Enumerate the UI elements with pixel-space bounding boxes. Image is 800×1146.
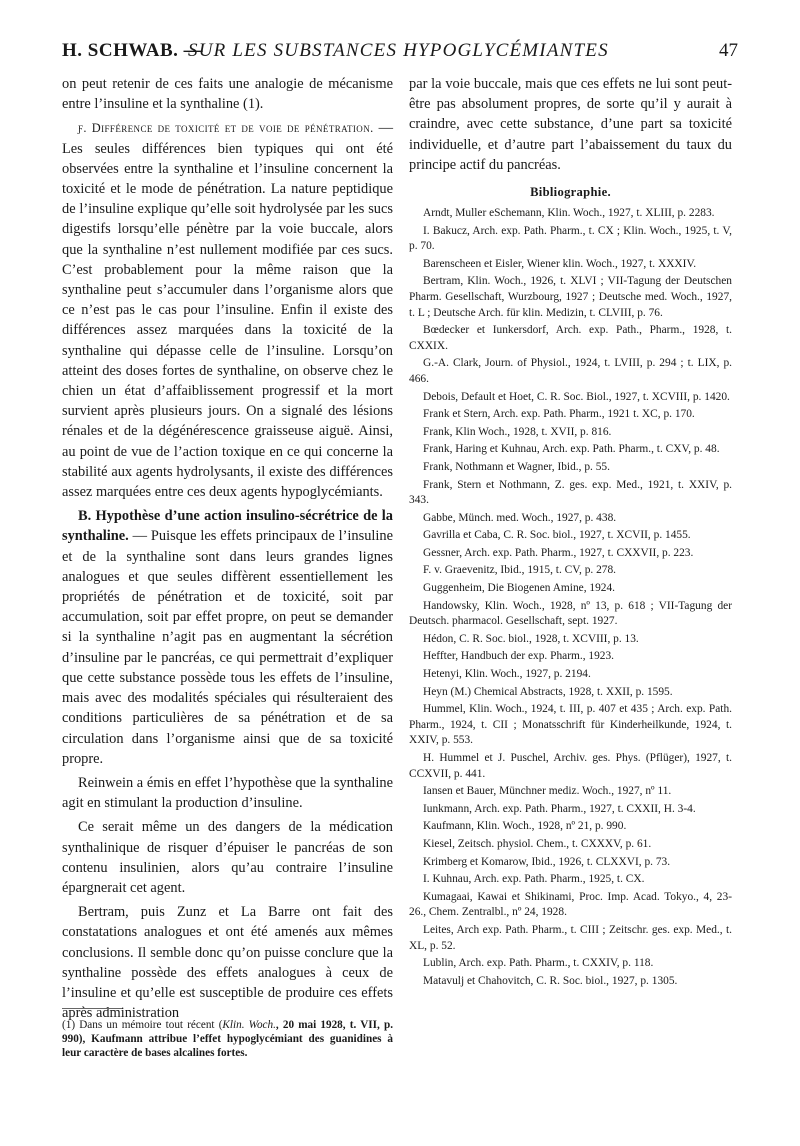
header-title: SUR LES SUBSTANCES HYPOGLYCÉMIANTES	[188, 40, 609, 61]
section-label: ƒ. Différence de toxicité et de voie de pénétration.	[78, 121, 374, 136]
paragraph-hypothesis	[62, 506, 393, 769]
bibliography-entry: Hetenyi, Klin. Woch., 1927, p. 2194.	[423, 668, 591, 681]
bibliography-entry: I. Kuhnau, Arch. exp. Path. Pharm., 1925, t. CX.	[423, 873, 645, 886]
bibliography-entry: Leites, Arch exp. Path. Pharm., t. CIII ; Zeitschr. ges. exp. Med., t. XL, p. 52.	[409, 923, 732, 952]
bibliography-entry: Bœdecker et Iunkersdorf, Arch. exp. Path., Pharm., 1928, t. CXXIX.	[409, 324, 732, 352]
page-number: 47	[719, 40, 738, 61]
bibliography-title: Bibliographie.	[530, 185, 611, 200]
bibliography-entry: Kumagaai, Kawai et Shikinami, Proc. Imp. Acad. Tokyo., 4, 23-26., Chem. Zentralbl., nº 24, 1928.	[409, 890, 732, 919]
bibliography-entry: Debois, Default et Hoet, C. R. Soc. Biol., 1927, t. XCVIII, p. 1420.	[423, 390, 730, 403]
bibliography-entry: Gabbe, Münch. med. Woch., 1927, p. 438.	[423, 511, 617, 524]
bibliography-entry: Gavrilla et Caba, C. R. Soc. biol., 1927, t. XCVII, p. 1455.	[423, 529, 691, 542]
section-heading: B. Hypothèse d’une action insulino-sécrétrice de la synthaline.	[62, 508, 393, 545]
bibliography-entry: Hédon, C. R. Soc. biol., 1928, t. XCVIII, p. 13.	[423, 632, 639, 645]
bibliography-entry: Lublin, Arch. exp. Path. Pharm., t. CXXIV, p. 118.	[423, 957, 654, 970]
bibliography-entry: Frank, Haring et Kuhnau, Arch. exp. Path. Pharm., t. CXV, p. 48.	[423, 443, 720, 456]
footnote-text-rest: , 20 mai 1928, t. VII, p. 990), Kaufmann attribue l’effet hypoglycémiant des guanidines à leur caractère de bases alcalines fortes.	[62, 1019, 393, 1060]
bibliography-entry: Kaufmann, Klin. Woch., 1928, nº 21, p. 990.	[423, 820, 627, 833]
bibliography-entry: Barenscheen et Eisler, Wiener klin. Woch., 1927, t. XXXIV.	[423, 257, 697, 270]
bibliography-list	[409, 206, 732, 989]
bibliography-entry: Gessner, Arch. exp. Path. Pharm., 1927, t. CXXVII, p. 223.	[423, 546, 694, 559]
bibliography-entry: Krimberg et Komarow, Ibid., 1926, t. CLXXVI, p. 73.	[423, 855, 671, 868]
paragraph-text: — Les seules différences bien typiques qui ont été observées entre la synthaline et l’insuline concernent la toxicité et le mode de pénétration. La nature peptidique de l’insuline explique qu’elle soit hydrolysée par les sucs digestifs lorsqu’elle pénètre par la voie buccale, alors que la synthaline n’est nullement modifiée par ces sucs. C’est probablement pour la même raison que la synthaline peut s’accumuler dans l’organisme alors que ce n’est pas le cas pour l’insuline. Enfin il existe des différences assez marquées dans la toxicité de la synthaline qui dépasse celle de l’insuline. Lorsqu’on atteint des doses fortes de synthaline, on observe chez le chien un état d’affaiblissement progressif et la mort survient après plusieurs jours. On a signalé des lésions rénales et de la dégénérescence graisseuse aiguë. Ainsi, au point de vue de l’action toxique en ce qui concerne la stabilité aux agents hydrolysants, il existe des différences assez marquées entre ces deux agents hypoglycémiants.	[62, 120, 393, 501]
footnote-rule	[62, 1008, 122, 1009]
bibliography-entry: Frank, Stern et Nothmann, Z. ges. exp. Med., 1921, t. XXIV, p. 343.	[409, 478, 732, 507]
paragraph: Reinwein a émis en effet l’hypothèse que la synthaline agit en stimulant la production d’insuline.	[62, 774, 393, 812]
bibliography-entry: F. v. Graevenitz, Ibid., 1915, t. CV, p. 278.	[423, 564, 617, 577]
bibliography-entry: I. Bakucz, Arch. exp. Path. Pharm., t. CX ; Klin. Woch., 1925, t. V, p. 70.	[409, 224, 732, 253]
bibliography-entry: G.-A. Clark, Journ. of Physiol., 1924, t. LVIII, p. 294 ; t. LIX, p. 466.	[409, 357, 732, 385]
bibliography-entry: Frank et Stern, Arch. exp. Path. Pharm., 1921 t. XC, p. 170.	[423, 408, 695, 421]
paragraph-text: — Puisque les effets principaux de l’insuline et de la synthaline sont dans leurs grandes lignes analogues et que seules diffèrent essentiellement les propriétés de pénétration et de toxicité, soit par accumulation, soit par effet propre, on peut se demander si la synthaline n’agit pas en augmentant la sécrétion d’insuline par le pancréas, ce qui permettrait d’expliquer que cette substance possède tous les effets de l’insuline, mais avec des modalités spéciales qui résulteraient des conditions particulières de sa pénétration et de sa circulation dans l’organisme ainsi que de sa toxicité propre.	[62, 528, 393, 767]
bibliography-entry: Iunkmann, Arch. exp. Path. Pharm., 1927, t. CXXII, H. 3-4.	[423, 802, 696, 815]
footnote-journal: Klin. Woch.	[222, 1019, 276, 1031]
bibliography-entry: Heyn (M.) Chemical Abstracts, 1928, t. XXII, p. 1595.	[423, 685, 673, 698]
paragraph: Ce serait même un des dangers de la médication synthalinique de risquer d’épuiser le pancréas de son contenu insulinien, alors qu’au contraire l’insuline épargnerait cet agent.	[62, 819, 393, 896]
left-column	[62, 74, 393, 1027]
bibliography-entry: Frank, Nothmann et Wagner, Ibid., p. 55.	[423, 460, 610, 473]
bibliography-entry: Heffter, Handbuch der exp. Pharm., 1923.	[423, 650, 615, 663]
paragraph-toxicity	[62, 118, 393, 502]
right-column	[409, 74, 732, 991]
bibliography-entry: H. Hummel et J. Puschel, Archiv. ges. Phys. (Pflüger), 1927, t. CCXVII, p. 441.	[409, 752, 732, 780]
bibliography-entry: Hummel, Klin. Woch., 1924, t. III, p. 407 et 435 ; Arch. exp. Path. Pharm., 1924, t. CII ; Monatsschrift für Kinderheilkunde, 1924, t. XXIV, p. 553.	[409, 703, 732, 747]
paragraph: par la voie buccale, mais que ces effets ne lui sont peut-être pas absolument propres, de sorte qu’il y aurait à craindre, avec cette substance, d’une part sa toxicité individuelle, et d’autre part l’abaissement du taux du principe actif du pancréas.	[409, 76, 732, 173]
bibliography-entry: Bertram, Klin. Woch., 1926, t. XLVI ; VII-Tagung der Deutschen Pharm. Gesellschaft, Wurzbourg, 1927 ; Deutsche med. Woch., 1927, t. L ; Deutsche Arch. für klin. Medizin, t. CLVIII, p. 76.	[409, 275, 732, 319]
bibliography-entry: Iansen et Bauer, Münchner mediz. Woch., 1927, nº 11.	[423, 785, 672, 798]
paragraph: Bertram, puis Zunz et La Barre ont fait des constatations analogues et ont été amenés aux mêmes conclusions. Il semble donc qu’on puisse conclure que la synthaline possède des effets analogues à ceux de l’insuline et qu’elle est susceptible de produire ces effets après administration	[62, 904, 393, 1022]
bibliography-entry: Guggenheim, Die Biogenen Amine, 1924.	[423, 582, 616, 595]
running-header	[62, 40, 738, 68]
bibliography-entry: Handowsky, Klin. Woch., 1928, nº 13, p. 618 ; VII-Tagung der Deutsch. pharmacol. Gesellschaft, sept. 1927.	[409, 599, 732, 628]
header-author: H. SCHWAB. —	[62, 40, 204, 61]
bibliography-entry: Matavulj et Chahovitch, C. R. Soc. biol., 1927, p. 1305.	[423, 974, 678, 987]
bibliography-entry: Kiesel, Zeitsch. physiol. Chem., t. CXXXV, p. 61.	[423, 837, 652, 850]
bibliography-entry: Arndt, Muller eSchemann, Klin. Woch., 1927, t. XLIII, p. 2283.	[423, 207, 715, 220]
paragraph: on peut retenir de ces faits une analogie de mécanisme entre l’insuline et la synthaline (1).	[62, 76, 393, 113]
footnote	[62, 1018, 393, 1061]
footnote-text: (1) Dans un mémoire tout récent (	[62, 1019, 223, 1031]
bibliography-entry: Frank, Klin Woch., 1928, t. XVII, p. 816.	[423, 425, 612, 438]
